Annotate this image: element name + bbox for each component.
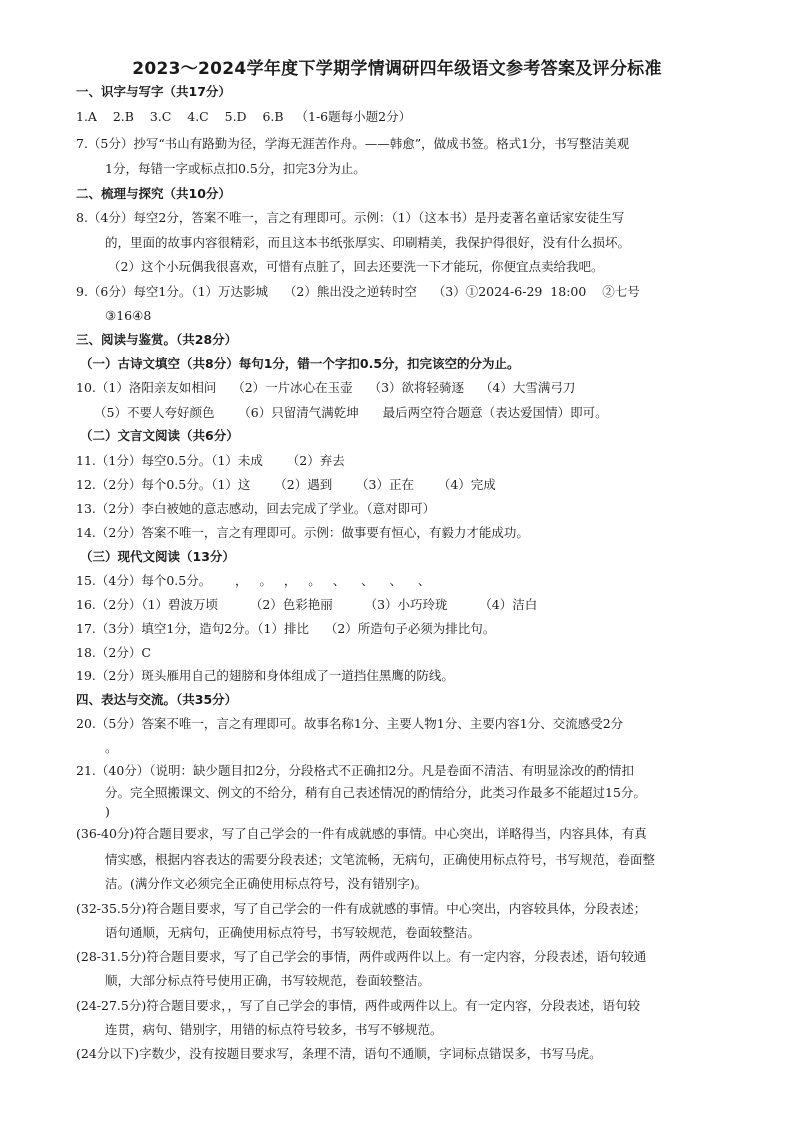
grading-line: 洁。(满分作文必须完全正确使用标点符号，没有错别字)。 <box>105 876 428 891</box>
answer-line: ) <box>105 804 110 819</box>
grading-line: 连贯，病句、错别字，用错的标点符号较多，书写不够规范。 <box>105 1022 443 1037</box>
grading-line: 顺，大部分标点符号使用正确，书写较规范，卷面较整洁。 <box>105 973 431 988</box>
answer-line: 7.（5分）抄写“书山有路勤为径，学海无涯苦作舟。——韩愈”，做成书签。格式1分，书写整洁美观 <box>76 136 630 151</box>
answer-line: 10.（1）洛阳亲友如相问 （2）一片冰心在玉壶 （3）欲将轻骑逐 （4）大雪满弓刀 <box>76 380 576 395</box>
answer-line: 。 <box>105 740 118 755</box>
grading-line: (32-35.5分)符合题目要求，写了自己学会的一件有成就感的事情。中心突出，内容较具体，分段表述； <box>76 901 647 916</box>
answer-line: 17.（3分）填空1分，造句2分。（1）排比 （2）所造句子必须为排比句。 <box>76 621 496 636</box>
answer-line: ③16④8 <box>105 308 152 323</box>
grading-line: (28-31.5分)符合题目要求，写了自己学会的事情，两件或两件以上。有一定内容，分段表述，语句较通 <box>76 949 647 964</box>
grading-line: 语句通顺，无病句，正确使用标点符号，书写较规范，卷面较整洁。 <box>105 925 481 940</box>
answer-line: 1分，每错一字或标点扣0.5分，扣完3分为止。 <box>105 161 366 176</box>
answer-line: 13.（2分）李白被她的意志感动，回去完成了学业。（意对即可） <box>76 501 436 516</box>
answer-line: 的，里面的故事内容很精彩，而且这本书纸张厚实、印刷精美，我保护得很好，没有什么损坏。 <box>105 235 631 250</box>
grading-line: (24-27.5分)符合题目要求，，写了自己学会的事情，两件或两件以上。有一定内容，分段表述，语句较 <box>76 998 640 1013</box>
answer-line: 18.（2分）C <box>76 645 151 660</box>
answer-line: 分。完全照搬课文、例文的不给分，稍有自己表述情况的酌情给分，此类习作最多不能超过15分。 <box>105 785 646 800</box>
answer-line: 19.（2分）斑头雁用自己的翅膀和身体组成了一道挡住黑鹰的防线。 <box>76 668 454 683</box>
answer-line: 8.（4分）每空2分，答案不唯一，言之有理即可。示例：（1）（这本书）是丹麦著名童话家安徒生写 <box>76 210 625 225</box>
section-heading-3: 三、阅读与鉴赏。（共28分） <box>76 332 238 347</box>
answer-line: 9.（6分）每空1分。（1）万达影城 （2）熊出没之逆转时空 （3）①2024-6-29 18:00 ②七号 <box>76 284 640 299</box>
grading-line: (36-40分)符合题目要求，写了自己学会的一件有成就感的事情。中心突出，详略得当，内容具体，有真 <box>76 826 647 841</box>
page-title: 2023～2024学年度下学期学情调研四年级语文参考答案及评分标准 <box>132 59 662 79</box>
answer-line: 20.（5分）答案不唯一，言之有理即可。故事名称1分、主要人物1分、主要内容1分、交流感受2分 <box>76 716 624 731</box>
subsection-heading: （二）文言文阅读（共6分） <box>80 428 239 443</box>
answer-line: 15.（4分）每个0.5分。 ， 。 ， 。 、 、 、 、 <box>76 573 431 588</box>
answer-line: （2）这个小玩偶我很喜欢，可惜有点脏了，回去还要洗一下才能玩，你便宜点卖给我吧。 <box>108 259 604 274</box>
subsection-heading: （一）古诗文填空（共8分）每句1分，错一个字扣0.5分，扣完该空的分为止。 <box>80 356 520 371</box>
answer-line: 16.（2分）（1）碧波万顷 （2）色彩艳丽 （3）小巧玲珑 （4）洁白 <box>76 597 538 612</box>
section-heading-1: 一、识字与写字（共17分） <box>76 84 231 99</box>
answer-line: 11.（1分）每空0.5分。（1）未成 （2）弃去 <box>76 453 345 468</box>
answer-line: 12.（2分）每个0.5分。（1）这 （2）遇到 （3）正在 （4）完成 <box>76 477 496 492</box>
section-heading-2: 二、梳理与探究（共10分） <box>76 186 231 201</box>
answer-line: 1.A 2.B 3.C 4.C 5.D 6.B （1-6题每小题2分） <box>76 109 412 124</box>
answer-line: （5）不要人夸好颜色 （6）只留清气满乾坤 最后两空符合题意（表达爱国情）即可。 <box>94 405 608 420</box>
answer-line: 14.（2分）答案不唯一，言之有理即可。示例：做事要有恒心，有毅力才能成功。 <box>76 525 529 540</box>
section-heading-4: 四、表达与交流。（共35分） <box>76 692 238 707</box>
subsection-heading: （三）现代文阅读（13分） <box>80 549 235 564</box>
grading-line: 情实感，根据内容表达的需要分段表述；文笔流畅，无病句，正确使用标点符号，书写规范，卷面整 <box>105 852 656 867</box>
answer-line: 21.（40分）（说明：缺少题目扣2分，分段格式不正确扣2分。凡是卷面不清洁、有明显涂改的酌情扣 <box>76 763 634 778</box>
grading-line: (24分以下)字数少，没有按题目要求写，条理不清，语句不通顺，字词标点错误多，书写马虎。 <box>76 1046 602 1061</box>
